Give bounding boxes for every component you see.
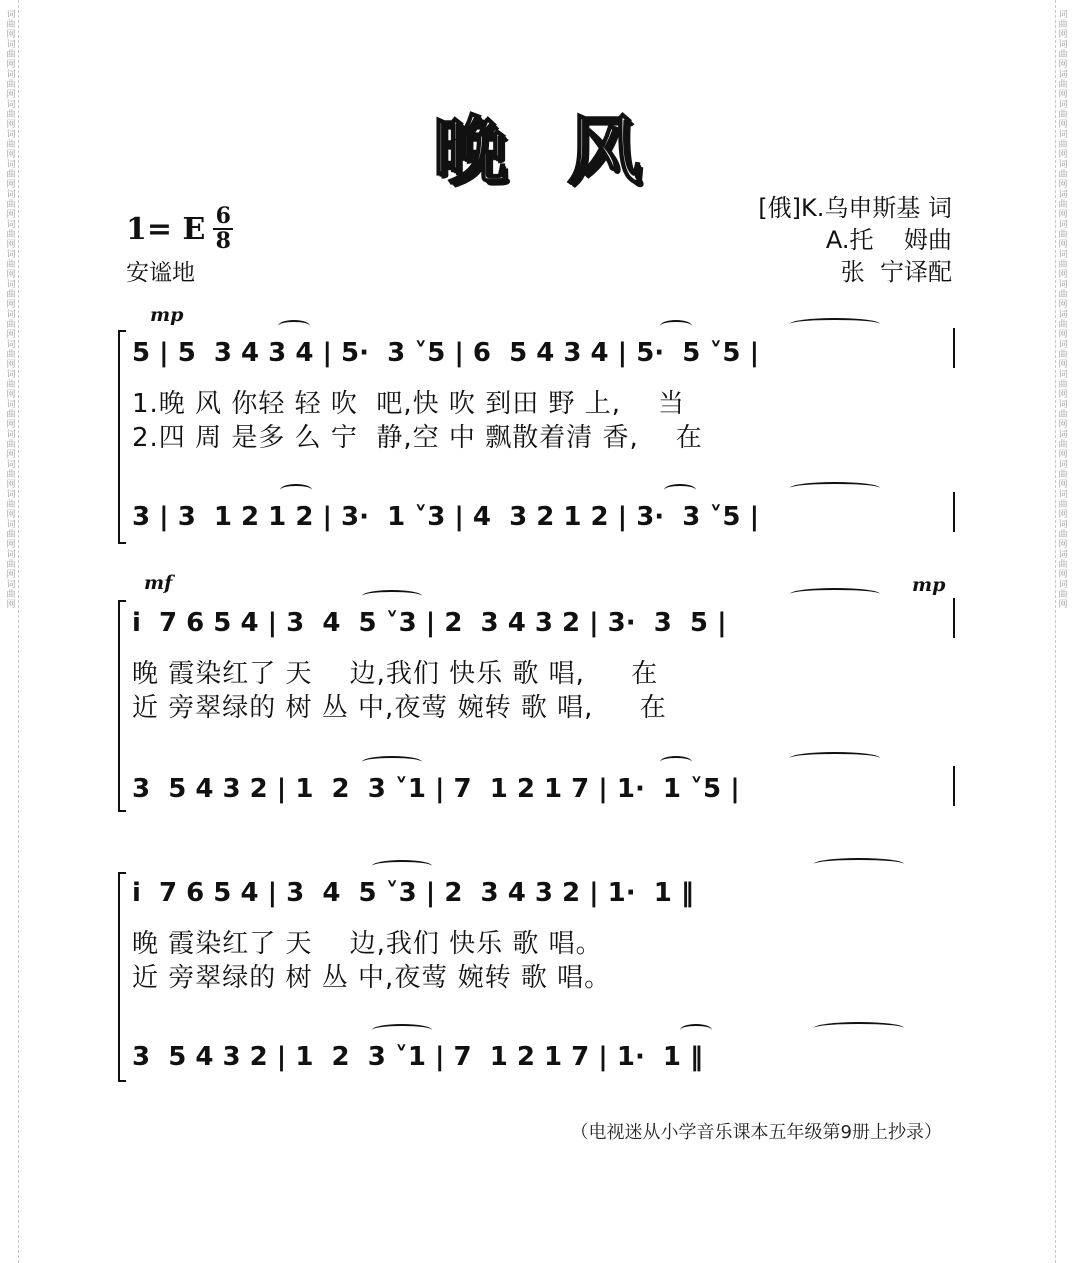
time-top: 6 (215, 203, 231, 229)
dynamic-mf: mf (144, 572, 173, 594)
watermark-text-left: 词曲网 词曲网 词曲网 词曲网 词曲网 词曲网 词曲网 词曲网 词曲网 词曲网 词曲网 词曲网 词曲网 词曲网 词曲网 词曲网 词曲网 词曲网 词曲网 词曲网 (6, 10, 16, 610)
system-2-bracket (118, 600, 126, 812)
dynamic-mp-2: mp (912, 574, 946, 596)
system-3-lyrics-verse-2: 近 旁翠绿的 树 丛 中,夜莺 婉转 歌 唱。 (132, 962, 612, 993)
song-title: 晚风 (433, 108, 701, 194)
system-3-harmony: 3 5 4 3 2 | 1 2 3 ˅1 | 7 1 2 1 7 | 1· 1 ‖ (132, 1042, 704, 1072)
slur (372, 860, 432, 872)
lyricist-credit: [俄]K.乌申斯基 词 (758, 194, 952, 222)
time-signature (213, 203, 233, 254)
slur (790, 752, 880, 764)
system-2-melody: i 7 6 5 4 | 3 4 5 ˅3 | 2 3 4 3 2 | 3· 3 5 | (132, 608, 727, 638)
credits (758, 192, 952, 288)
system-1-harmony: 3 | 3 1 2 1 2 | 3· 1 ˅3 | 4 3 2 1 2 | 3· 3 ˅5 | (132, 502, 760, 532)
slur (664, 484, 696, 496)
translator-credit: 张 宁译配 (840, 258, 952, 286)
slur (362, 756, 422, 768)
system-2-lyrics-verse-2: 近 旁翠绿的 树 丛 中,夜莺 婉转 歌 唱, 在 (132, 692, 667, 723)
system-3-melody: i 7 6 5 4 | 3 4 5 ˅3 | 2 3 4 3 2 | 1· 1 ‖ (132, 878, 694, 908)
slur (278, 320, 310, 332)
slur (790, 318, 880, 330)
slur (372, 1024, 432, 1036)
dynamic-mp: mp (150, 304, 184, 326)
system-1-bracket (118, 330, 126, 544)
key-prefix: 1= E (126, 211, 206, 247)
system-3-bracket (118, 872, 126, 1082)
source-note: （电视迷从小学音乐课本五年级第9册上抄录） (570, 1122, 942, 1143)
system-1-lyrics-verse-1: 1.晚 风 你轻 轻 吹 吧,快 吹 到田 野 上, 当 (132, 388, 686, 419)
slur (790, 588, 880, 600)
watermark-text-right: 词曲网 词曲网 词曲网 词曲网 词曲网 词曲网 词曲网 词曲网 词曲网 词曲网 词曲网 词曲网 词曲网 词曲网 词曲网 词曲网 词曲网 词曲网 词曲网 词曲网 (1058, 10, 1068, 610)
system-2-harmony: 3 5 4 3 2 | 1 2 3 ˅1 | 7 1 2 1 7 | 1· 1 ˅5 | (132, 774, 740, 804)
slur (790, 482, 880, 494)
system-1-lyrics-verse-2: 2.四 周 是多 么 宁 静,空 中 飘散着清 香, 在 (132, 422, 703, 453)
slur (660, 320, 692, 332)
slur (362, 590, 422, 602)
time-bottom: 8 (215, 228, 231, 254)
tempo-marking: 安谧地 (126, 260, 195, 286)
system-3-lyrics-verse-1: 晚 霞染红了 天 边,我们 快乐 歌 唱。 (132, 928, 603, 959)
slur (814, 1022, 904, 1034)
composer-credit: A.托 姆曲 (825, 226, 952, 254)
slur (280, 484, 312, 496)
system-1-melody: 5 | 5 3 4 3 4 | 5· 3 ˅5 | 6 5 4 3 4 | 5· 5 ˅5 | (132, 338, 760, 368)
slur (814, 858, 904, 870)
system-2-lyrics-verse-1: 晚 霞染红了 天 边,我们 快乐 歌 唱, 在 (132, 658, 659, 689)
key-signature (126, 203, 233, 254)
slur (680, 1024, 712, 1036)
slur (660, 756, 692, 768)
